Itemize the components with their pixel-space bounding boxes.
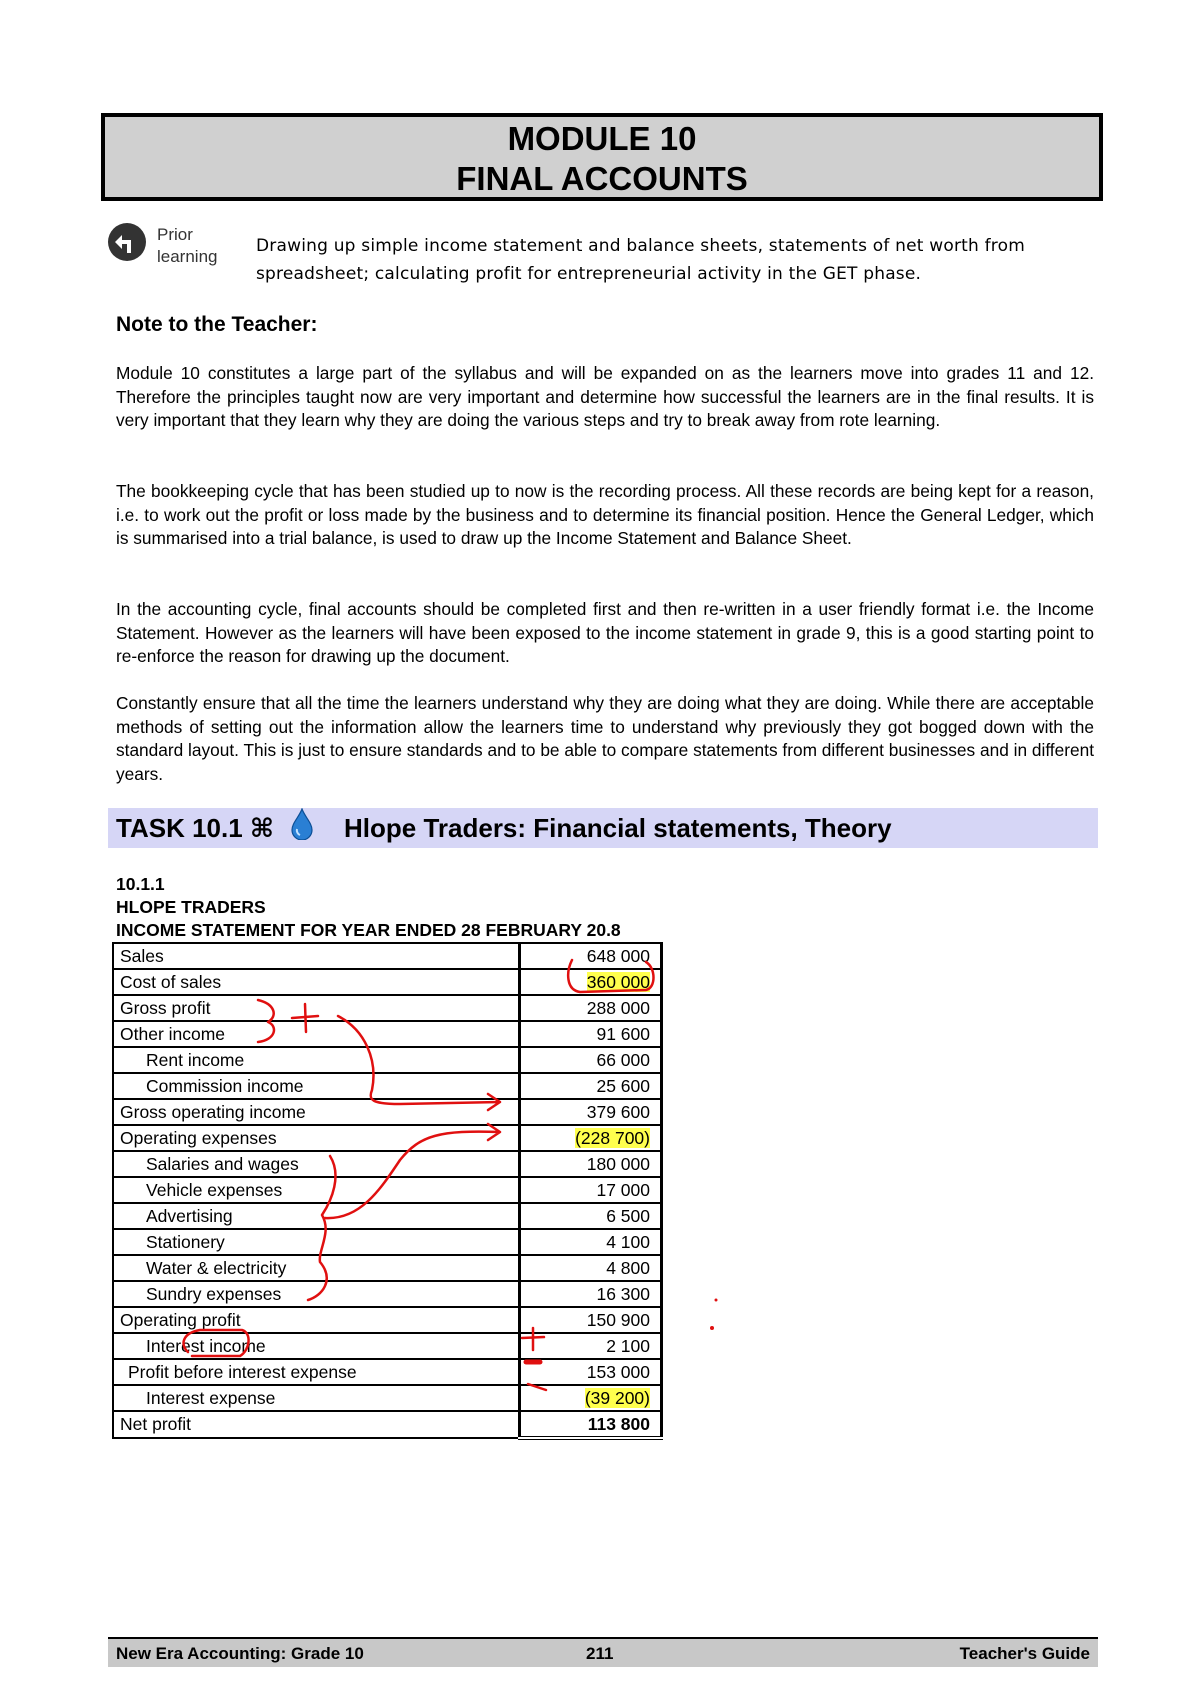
prior-learning-label: Prior learning bbox=[157, 225, 218, 266]
row-label: Gross profit bbox=[113, 995, 519, 1021]
module-number: MODULE 10 bbox=[507, 120, 697, 157]
table-row bbox=[113, 1385, 662, 1411]
section-number: 10.1.1 bbox=[116, 874, 165, 894]
table-row bbox=[113, 1203, 662, 1229]
row-amount: 25 600 bbox=[519, 1073, 661, 1099]
row-label: Interest income bbox=[113, 1333, 519, 1359]
row-amount: 360 000 bbox=[519, 969, 661, 995]
table-row bbox=[113, 1099, 662, 1125]
water-drop-icon bbox=[290, 808, 314, 840]
row-label: Other income bbox=[113, 1021, 519, 1047]
row-amount: 6 500 bbox=[519, 1203, 661, 1229]
row-label: Stationery bbox=[113, 1229, 519, 1255]
prior-learning-icon bbox=[107, 222, 147, 262]
table-row bbox=[113, 1255, 662, 1281]
row-amount: (39 200) bbox=[519, 1385, 661, 1411]
row-label: Sales bbox=[113, 943, 519, 969]
row-amount: 16 300 bbox=[519, 1281, 661, 1307]
page-number: 211 bbox=[586, 1644, 614, 1663]
table-row bbox=[113, 995, 662, 1021]
prior-learning-text: Drawing up simple income statement and balance sheets, statements of net worth from spreadsheet; calculating profit for entrepreneurial activity in the GET phase. bbox=[256, 236, 1025, 284]
row-amount: 379 600 bbox=[519, 1099, 661, 1125]
note-paragraph-2: The bookkeeping cycle that has been studied up to now is the recording process. All these records are being kept for a reason, i.e. to work out the profit or loss made by the business and to determine its financial position. Hence the General Ledger, which is summarised into a trial balance, is used to draw up the Income Statement and Balance Sheet. bbox=[116, 481, 1094, 548]
row-label: Vehicle expenses bbox=[113, 1177, 519, 1203]
row-label: Interest expense bbox=[113, 1385, 519, 1411]
row-amount: 4 800 bbox=[519, 1255, 661, 1281]
row-amount: 66 000 bbox=[519, 1047, 661, 1073]
row-label: Commission income bbox=[113, 1073, 519, 1099]
red-dot-1 bbox=[715, 1299, 718, 1302]
table-row bbox=[113, 1177, 662, 1203]
row-label: Salaries and wages bbox=[113, 1151, 519, 1177]
module-title-box bbox=[101, 113, 1103, 201]
note-heading: Note to the Teacher: bbox=[116, 313, 318, 336]
red-dot-2 bbox=[710, 1326, 714, 1330]
row-label: Gross operating income bbox=[113, 1099, 519, 1125]
module-title: FINAL ACCOUNTS bbox=[456, 160, 748, 197]
company-name: HLOPE TRADERS bbox=[116, 897, 266, 917]
table-row bbox=[113, 1021, 662, 1047]
table-row bbox=[113, 1073, 662, 1099]
footer-book-title: New Era Accounting: Grade 10 bbox=[116, 1644, 364, 1663]
table-row bbox=[113, 1047, 662, 1073]
row-amount: 180 000 bbox=[519, 1151, 661, 1177]
table-row bbox=[113, 1229, 662, 1255]
row-label: Profit before interest expense bbox=[113, 1359, 519, 1385]
income-statement-table bbox=[112, 942, 663, 1440]
table-row bbox=[113, 969, 662, 995]
note-paragraph-4: Constantly ensure that all the time the learners understand why they are doing what they are doing. While there are acceptable methods of setting out the information allow the learners time to understand why previously they got bogged down with the standard layout. This is just to ensure standards and to be able to compare statements from different businesses and in different years. bbox=[116, 693, 1094, 784]
row-amount: 153 000 bbox=[519, 1359, 661, 1385]
table-row bbox=[113, 943, 662, 969]
row-amount: 4 100 bbox=[519, 1229, 661, 1255]
row-amount: 150 900 bbox=[519, 1307, 661, 1333]
table-row bbox=[113, 1359, 662, 1385]
row-amount: 113 800 bbox=[519, 1411, 661, 1438]
row-label: Rent income bbox=[113, 1047, 519, 1073]
statement-title: INCOME STATEMENT FOR YEAR ENDED 28 FEBRUARY 20.8 bbox=[116, 920, 621, 940]
row-label: Operating expenses bbox=[113, 1125, 519, 1151]
row-amount: 648 000 bbox=[519, 943, 661, 969]
row-label: Operating profit bbox=[113, 1307, 519, 1333]
table-row bbox=[113, 1281, 662, 1307]
task-title: Hlope Traders: Financial statements, Theory bbox=[344, 813, 892, 843]
note-paragraph-1: Module 10 constitutes a large part of the syllabus and will be expanded on as the learners move into grades 11 and 12. Therefore the principles taught now are very important and determine how successful the learners are in the final results. It is very important that they learn why they are doing the various steps and try to break away from rote learning. bbox=[116, 363, 1094, 430]
row-amount: (228 700) bbox=[519, 1125, 661, 1151]
task-number: TASK 10.1 ⌘ bbox=[116, 813, 275, 843]
note-paragraph-3: In the accounting cycle, final accounts should be completed first and then re-written in a user friendly format i.e. the Income Statement. However as the learners will have been exposed to the income statement in grade 9, this is a good starting point to re-enforce the reason for drawing up the document. bbox=[116, 599, 1094, 666]
row-label: Cost of sales bbox=[113, 969, 519, 995]
table-row bbox=[113, 1411, 662, 1438]
table-row bbox=[113, 1333, 662, 1359]
row-label: Net profit bbox=[113, 1411, 519, 1438]
row-label: Water & electricity bbox=[113, 1255, 519, 1281]
table-row bbox=[113, 1125, 662, 1151]
row-label: Sundry expenses bbox=[113, 1281, 519, 1307]
table-row bbox=[113, 1307, 662, 1333]
row-amount: 2 100 bbox=[519, 1333, 661, 1359]
row-amount: 91 600 bbox=[519, 1021, 661, 1047]
page-footer bbox=[108, 1637, 1098, 1667]
table-row bbox=[113, 1151, 662, 1177]
row-label: Advertising bbox=[113, 1203, 519, 1229]
row-amount: 288 000 bbox=[519, 995, 661, 1021]
footer-guide-label: Teacher's Guide bbox=[959, 1644, 1090, 1663]
row-amount: 17 000 bbox=[519, 1177, 661, 1203]
